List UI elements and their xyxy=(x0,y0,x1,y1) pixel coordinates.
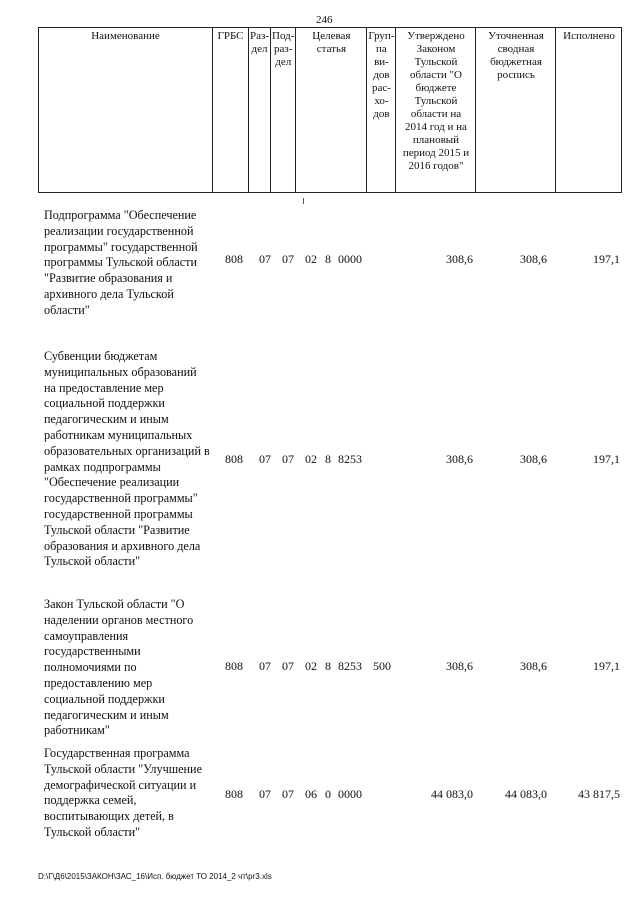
row-1-isp: 197,1 xyxy=(593,252,620,266)
header-grbs: ГРБС xyxy=(213,28,249,193)
row-4-utoch: 44 083,0 xyxy=(505,787,547,801)
row-1-cs2: 8 xyxy=(325,252,331,266)
row-3-cs2: 8 xyxy=(325,659,331,673)
row-4-grbs: 808 xyxy=(225,787,243,801)
row-3-grbs: 808 xyxy=(225,659,243,673)
file-path-footer: D:\Г\Д6\2015\ЗАКОН\ЗАС_16\Исп. бюджет ТО 2014_2 чт\pr3.xls xyxy=(38,872,272,881)
row-1-utv: 308,6 xyxy=(446,252,473,266)
row-2-cs2: 8 xyxy=(325,452,331,466)
header-ispolneno: Исполнено xyxy=(556,28,622,193)
row-4-name: Государственная программа Тульской области "Улучшение демографической ситуации и поддержка семей, воспитывающих детей, в Тульской области" xyxy=(44,746,202,839)
row-3-utoch: 308,6 xyxy=(520,659,547,673)
row-4-cs1: 06 xyxy=(305,787,317,801)
row-1-podrazdel: 07 xyxy=(282,252,294,266)
row-2-cs1: 02 xyxy=(305,452,317,466)
row-1-cs1: 02 xyxy=(305,252,317,266)
row-1-grbs: 808 xyxy=(225,252,243,266)
row-4-podrazdel: 07 xyxy=(282,787,294,801)
page-number: 246 xyxy=(316,14,333,26)
row-3-cs3: 8253 xyxy=(338,659,362,673)
row-3-cs1: 02 xyxy=(305,659,317,673)
row-2-name: Субвенции бюджетам муниципальных образований на предоставление мер социальной поддержки педагогическим и иным работникам муниципальных образовательных организаций в рамках подпрограммы "Обеспечение реализации государственной программы" государственной программы Тульской области "Развитие образования и архивного дела Тульской области" xyxy=(44,349,210,569)
row-4-cs3: 0000 xyxy=(338,787,362,801)
row-3-isp: 197,1 xyxy=(593,659,620,673)
header-utverzhdeno: Утверждено Законом Тульской области "О бюджете Тульской области на 2014 год и на плановый период 2015 и 2016 годов" xyxy=(396,28,476,193)
row-4-razdel: 07 xyxy=(259,787,271,801)
row-3-vr: 500 xyxy=(373,659,391,673)
row-2-isp: 197,1 xyxy=(593,452,620,466)
row-2-cs3: 8253 xyxy=(338,452,362,466)
header-podrazdel: Под- раз- дел xyxy=(271,28,296,193)
row-4-isp: 43 817,5 xyxy=(578,787,620,801)
header-utochnennaya: Уточненная сводная бюджетная роспись xyxy=(476,28,556,193)
row-1-utoch: 308,6 xyxy=(520,252,547,266)
header-gruppa-vidov: Груп- па ви- дов рас- хо- дов xyxy=(367,28,396,193)
row-1-name: Подпрограмма "Обеспечение реализации государственной программы" государственной программы Тульской области "Развитие образования и архивного дела Тульской области" xyxy=(44,208,198,317)
row-1-razdel: 07 xyxy=(259,252,271,266)
row-1-cs3: 0000 xyxy=(338,252,362,266)
row-4-utv: 44 083,0 xyxy=(431,787,473,801)
header-name: Наименование xyxy=(39,28,213,193)
header-celevaya-statya: Целевая статья xyxy=(296,28,367,193)
row-3-razdel: 07 xyxy=(259,659,271,673)
row-2-grbs: 808 xyxy=(225,452,243,466)
header-razdel: Раз- дел xyxy=(249,28,271,193)
row-2-utoch: 308,6 xyxy=(520,452,547,466)
row-4-cs2: 0 xyxy=(325,787,331,801)
row-2-podrazdel: 07 xyxy=(282,452,294,466)
row-2-utv: 308,6 xyxy=(446,452,473,466)
row-2-razdel: 07 xyxy=(259,452,271,466)
row-3-utv: 308,6 xyxy=(446,659,473,673)
row-3-name: Закон Тульской области "О наделении органов местного самоуправления государственными полномочиями по предоставлению мер социальной поддержки педагогическим и иным работникам" xyxy=(44,597,194,738)
row-3-podrazdel: 07 xyxy=(282,659,294,673)
